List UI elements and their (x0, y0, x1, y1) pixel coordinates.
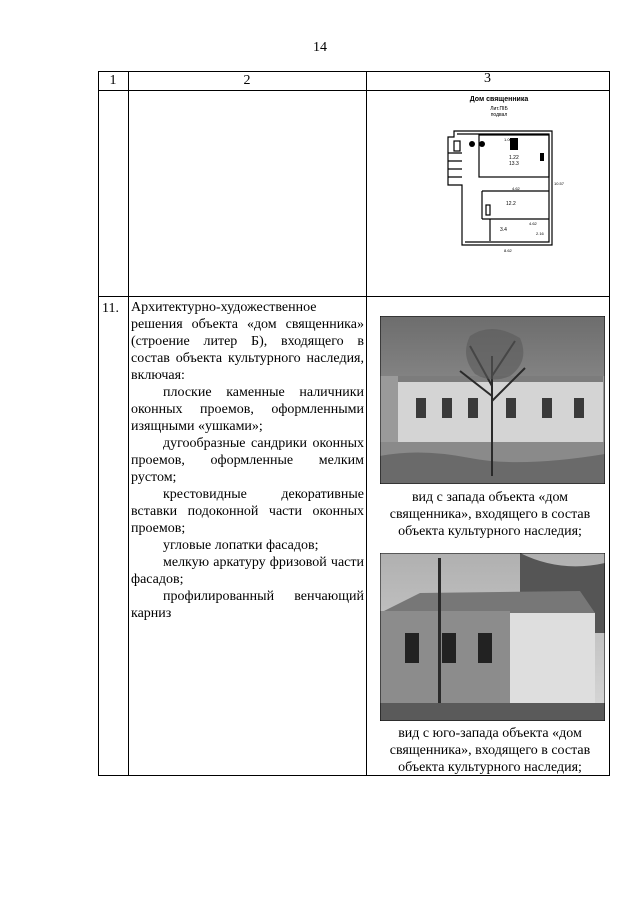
photo-west-caption: вид с запада объекта «дом священника», входящего в состав объекта культурного наследия; (389, 490, 591, 539)
description-item: мелкую аркатуру фризовой части фасадов; (131, 555, 364, 587)
column-divider-1 (128, 71, 129, 776)
plan-label: 12.2 (506, 201, 516, 207)
column-header-2: 2 (243, 73, 251, 88)
photo-southwest-caption: вид с юго-запада объекта «дом священника», входящего в состав объекта культурного наследия; (389, 726, 591, 775)
plan-label: 8.62 (504, 248, 512, 253)
floor-plan-title: Дом священника (469, 96, 529, 103)
plan-label: 4.62 (512, 186, 520, 191)
floor-plan-subtitle: Лит.ПIБ (490, 106, 508, 112)
description-item: плоские каменные наличники оконных проемов, оформленными изящными «ушками»; (131, 385, 364, 434)
plan-label: 13.3 (509, 161, 519, 167)
description-intro: Архитектурно-художественное решения объекта «дом священника» (строение литер Б), входящего в состав объекта культурного наследия, включая: (131, 300, 364, 383)
photo-west-view (380, 316, 605, 484)
description-item: крестовидные декоративные вставки подоконной части оконных проемов; (131, 487, 364, 536)
plan-label: 2.16 (536, 231, 544, 236)
description-item: профилированный венчающий карниз (131, 589, 364, 621)
floor-plan-drawing (424, 93, 574, 268)
description-item: угловые лопатки фасадов; (163, 538, 319, 553)
plan-label: 3.4 (500, 227, 507, 233)
column-divider-2 (366, 71, 367, 776)
row-number: 11. (102, 301, 119, 316)
heritage-table (98, 71, 610, 776)
header-bottom-border (98, 90, 610, 91)
table-left-border (98, 71, 99, 776)
floor-plan-subtitle-2: подвал (490, 112, 508, 118)
column-header-1: 1 (109, 73, 117, 88)
plan-label: 1.00 (504, 137, 512, 142)
object-description (131, 299, 364, 622)
floor-plan (424, 93, 574, 268)
plan-label: 10.57 (554, 181, 565, 186)
photo-southwest-view (380, 553, 605, 721)
row-divider (98, 296, 610, 297)
column-header-3: 3 (484, 71, 491, 86)
page-number: 14 (313, 40, 327, 55)
table-right-border (609, 71, 610, 776)
description-item: дугообразные сандрики оконных проемов, оформленные мелким рустом; (131, 436, 364, 485)
plan-label: 1.22 (509, 155, 519, 161)
plan-label: 4.62 (529, 221, 537, 226)
